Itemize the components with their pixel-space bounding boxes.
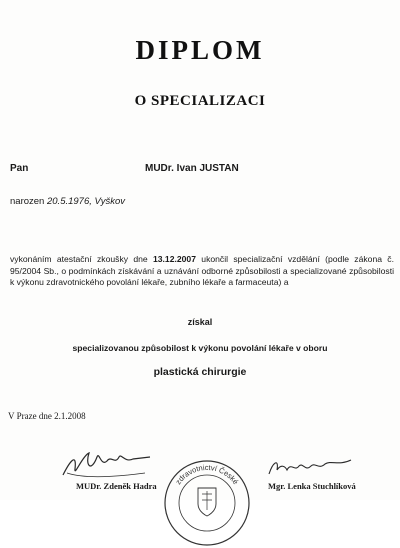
signer-right: Mgr. Lenka Stuchlíková (268, 481, 356, 491)
signature-right (265, 452, 360, 482)
place-date: V Praze dne 2.1.2008 (8, 411, 86, 421)
official-stamp (162, 458, 252, 548)
signer-left: MUDr. Zdeněk Hadra (76, 481, 157, 491)
signature-left (55, 443, 155, 483)
born-prefix: narozen (10, 196, 45, 207)
specialization-field: plastická chirurgie (153, 366, 247, 378)
specialization-line: specializovanou způsobilost k výkonu povolání lékaře v oboru (72, 343, 328, 353)
birth-date-place: 20.5.1976, Vyškov (46, 196, 125, 207)
exam-date: 13.12.2007 (152, 254, 196, 264)
body-paragraph (10, 254, 394, 289)
document-subtitle: O SPECIALIZACI (134, 93, 266, 109)
body-part-1: vykonáním atestační zkoušky dne (10, 254, 148, 264)
document-title: DIPLOM (135, 35, 265, 65)
svg-text:zdravotnictví České: zdravotnictví České (173, 462, 241, 487)
body-part-2: ukončil specializační vzdělání (podle zákona č. 95/2004 Sb., o podmínkách získávání a uznávání odborné způsobilosti a specializované způsobilosti k výkonu zdravotnického povolání lékaře, zubního lékaře a farmaceuta) a (10, 254, 394, 287)
holder-name: MUDr. Ivan JUSTAN (145, 163, 239, 174)
salutation: Pan (10, 163, 29, 174)
birth-info (10, 196, 125, 207)
acquired-label: získal (187, 317, 213, 327)
